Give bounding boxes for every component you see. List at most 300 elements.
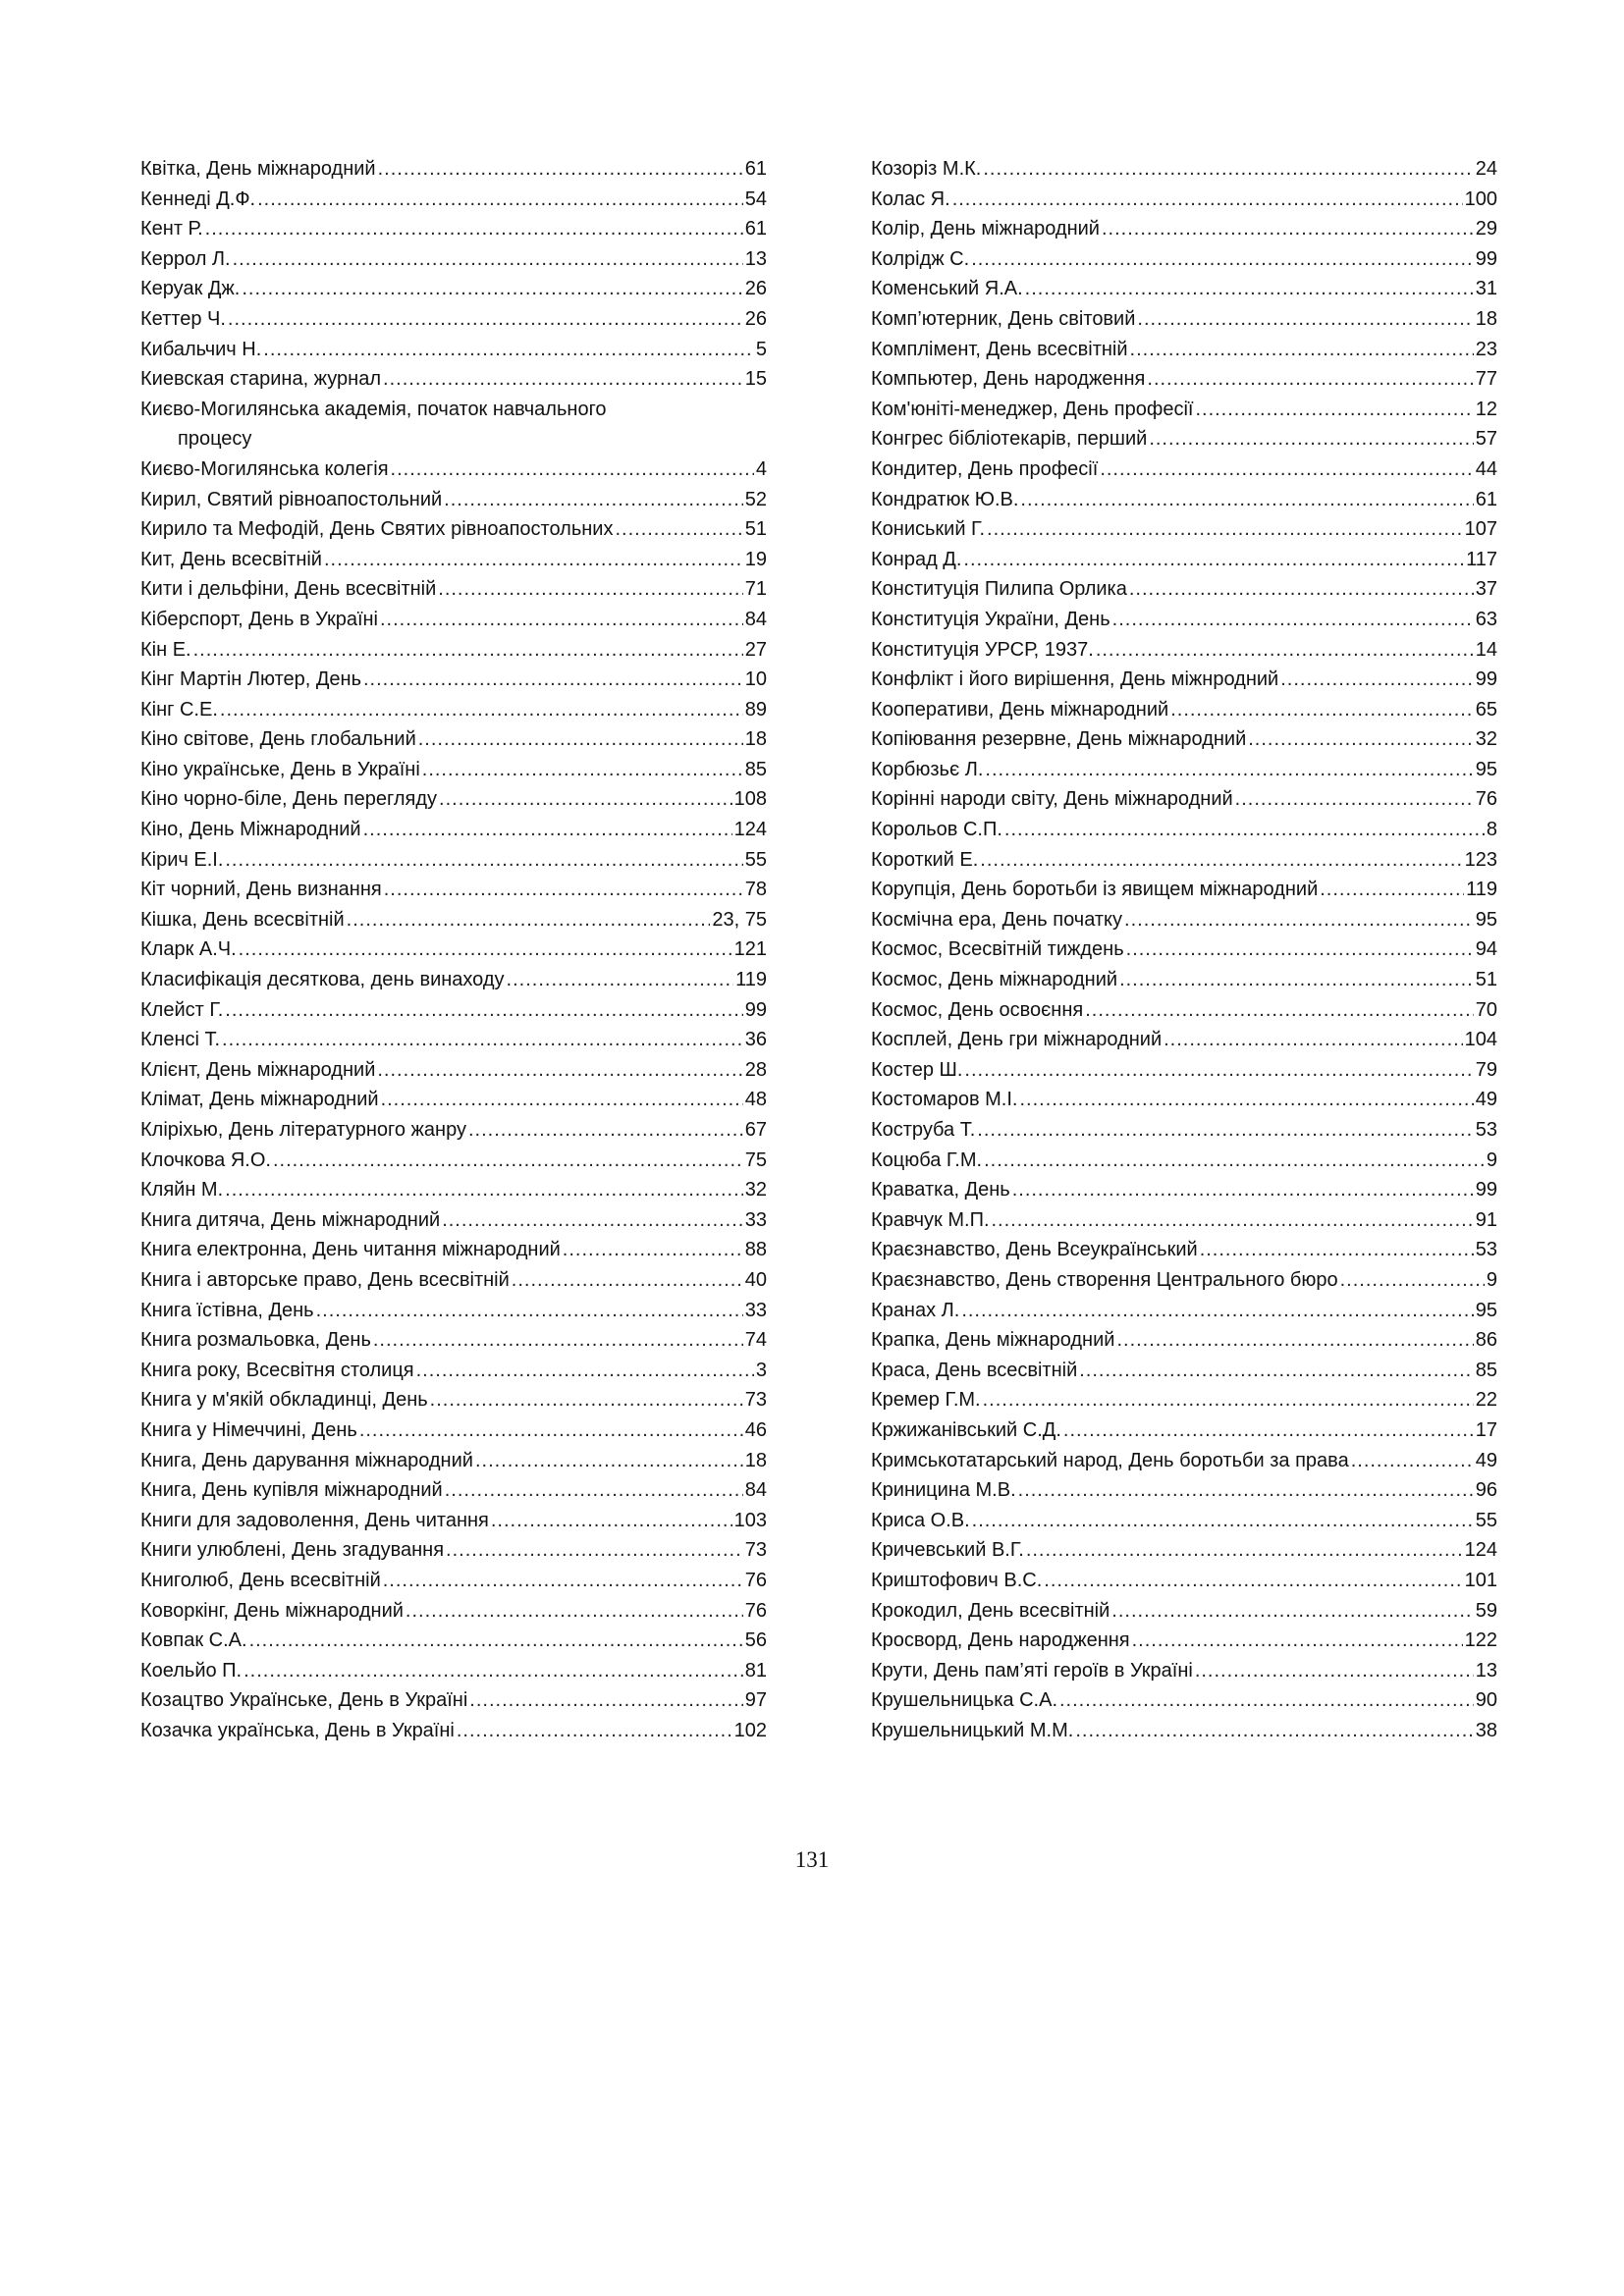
index-entry-page: 56 (744, 1629, 767, 1652)
index-entry-name: Комп’ютерник, День світовий (871, 307, 1136, 330)
index-entry-name: Космос, День міжнародний (871, 969, 1118, 991)
dot-leader (1129, 574, 1474, 605)
dot-leader (422, 755, 743, 785)
index-entry (140, 755, 767, 785)
index-entry-name: Кінг С.Е. (140, 698, 218, 721)
dot-leader (1124, 905, 1474, 935)
index-entry (871, 1296, 1497, 1326)
dot-leader (1119, 965, 1474, 995)
index-entry-page: 19 (744, 548, 767, 570)
dot-leader (1100, 454, 1473, 485)
index-entry-page: 9 (1486, 1148, 1497, 1171)
index-entry-name: Конгрес бібліотекарів, перший (871, 428, 1148, 451)
index-entry (140, 1566, 767, 1596)
dot-leader (1102, 214, 1474, 244)
index-entry (140, 1115, 767, 1146)
index-entry-page: 121 (733, 938, 767, 961)
dot-leader (1079, 1356, 1474, 1386)
index-entry-name: Кржижанівський С.Д. (871, 1418, 1061, 1441)
dot-leader (383, 364, 743, 395)
index-entry (871, 965, 1497, 995)
index-entry (871, 1446, 1497, 1476)
dot-leader (961, 1296, 1473, 1326)
dot-leader (446, 1535, 743, 1566)
index-entry (140, 784, 767, 815)
index-entry-name: Козоріз М.К. (871, 158, 982, 180)
index-entry-page: 84 (744, 608, 767, 630)
index-entry-name: Копіювання резервне, День міжнародний (871, 728, 1247, 751)
index-entry-page: 107 (1464, 518, 1497, 541)
index-entry-page: 73 (744, 1539, 767, 1562)
index-entry (871, 665, 1497, 695)
dot-leader (475, 1446, 743, 1476)
index-entry-page: 23 (1475, 338, 1497, 360)
index-entry-page: 24 (1475, 158, 1497, 180)
index-entry (140, 335, 767, 365)
index-entry (140, 364, 767, 395)
index-entry-name: Кондитер, День професії (871, 457, 1099, 480)
index-entry (871, 905, 1497, 935)
index-entry-page: 46 (744, 1418, 767, 1441)
dot-leader (378, 154, 743, 185)
index-entry-name: Корольов С.П. (871, 819, 1002, 841)
index-entry-name: Козацтво Українське, День в Україні (140, 1689, 468, 1712)
index-entry-name: Кити і дельфіни, День всесвітній (140, 578, 437, 601)
index-entry-name: Коструба Т. (871, 1119, 976, 1141)
index-entry (871, 815, 1497, 845)
dot-leader (225, 1175, 743, 1205)
index-entry (871, 635, 1497, 666)
index-entry-name: Коельйо П. (140, 1659, 243, 1682)
index-entry-name: Кіно, День Міжнародний (140, 819, 361, 841)
index-entry-name: Книга, День купівля міжнародний (140, 1479, 443, 1502)
index-entry (140, 574, 767, 605)
index-entry (871, 214, 1497, 244)
index-entry (871, 875, 1497, 905)
index-entry-page: 17 (1475, 1418, 1497, 1441)
index-entry-name: Книги для задоволення, День читання (140, 1509, 489, 1531)
index-entry (140, 1296, 767, 1326)
index-entry-name: Колір, День міжнародний (871, 218, 1100, 240)
dot-leader (381, 1085, 743, 1115)
dot-leader (1026, 1535, 1463, 1566)
dot-leader (983, 1385, 1474, 1415)
index-entry (871, 695, 1497, 725)
index-entry-page: 26 (744, 278, 767, 300)
index-entry-name-continued: процесу (178, 428, 252, 451)
index-entry (871, 1596, 1497, 1627)
index-entry-page: 76 (1475, 788, 1497, 811)
index-entry (140, 514, 767, 545)
index-entry (140, 1626, 767, 1656)
index-entry-name: Керуак Дж. (140, 278, 241, 300)
index-entry (140, 1535, 767, 1566)
dot-leader (1012, 1175, 1474, 1205)
index-entry-name: Книга року, Всесвітня столиця (140, 1359, 414, 1381)
index-entry-name: Крути, День пам’яті героїв в Україні (871, 1659, 1193, 1682)
index-entry (140, 934, 767, 965)
index-entry-page: 59 (1475, 1599, 1497, 1622)
index-entry (140, 665, 767, 695)
dot-leader (1149, 424, 1473, 454)
index-entry-name: Клієнт, День міжнародний (140, 1058, 376, 1081)
dot-leader (987, 514, 1463, 545)
index-entry-name: Керрол Л. (140, 247, 231, 270)
dot-leader (1019, 1085, 1473, 1115)
dot-leader (316, 1296, 743, 1326)
index-entry-name: Києво-Могилянська академія, початок навчального (140, 398, 607, 420)
index-entry (140, 304, 767, 335)
index-entry (140, 1235, 767, 1265)
index-entry-page: 4 (755, 457, 767, 480)
index-entry (871, 574, 1497, 605)
index-entry-name: Конституція України, День (871, 608, 1110, 630)
index-entry-page: 65 (1475, 698, 1497, 721)
index-entry-name: Книга їстівна, День (140, 1299, 314, 1321)
index-entry-page: 101 (1464, 1569, 1497, 1591)
index-entry-name: Крушельницька С.А. (871, 1689, 1057, 1712)
index-entry-name: Краватка, День (871, 1179, 1010, 1201)
index-entry-page: 97 (744, 1689, 767, 1712)
index-entry (871, 1146, 1497, 1176)
index-entry (871, 545, 1497, 575)
index-entry-name: Кондратюк Ю.В. (871, 488, 1019, 510)
index-entry-name: Коменський Я.А. (871, 278, 1023, 300)
index-entry-page: 9 (1486, 1268, 1497, 1291)
index-entry (140, 1415, 767, 1446)
index-entry-page: 22 (1475, 1389, 1497, 1412)
index-entry-page: 90 (1475, 1689, 1497, 1712)
index-entry-name: Кіт чорний, День визнання (140, 879, 382, 901)
index-entry-page: 3 (755, 1359, 767, 1381)
index-entry-name: Корінні народи світу, День міжнародний (871, 788, 1233, 811)
dot-leader (563, 1235, 743, 1265)
dot-leader (257, 185, 743, 215)
index-entry-name: Кеннеді Д.Ф. (140, 187, 256, 210)
dot-leader (1147, 364, 1473, 395)
index-entry-name: Корбюзьє Л. (871, 758, 984, 780)
index-entry-name: Краєзнавство, День Всеукраїнський (871, 1239, 1198, 1261)
index-entry-name: Кониський Г. (871, 518, 986, 541)
dot-leader (225, 995, 742, 1026)
index-entry-page: 44 (1475, 457, 1497, 480)
dot-leader (418, 724, 743, 755)
index-entry-name: Кінг Мартін Лютер, День (140, 668, 361, 691)
index-column-right (871, 154, 1497, 1745)
index-entry (871, 1055, 1497, 1086)
index-entry-page: 18 (1475, 307, 1497, 330)
index-entry (871, 395, 1497, 425)
index-entry (871, 514, 1497, 545)
index-entry-page: 78 (744, 879, 767, 901)
dot-leader (615, 514, 742, 545)
index-entry-name: Криницина М.В. (871, 1479, 1016, 1502)
index-entry-name: Кримськотатарський народ, День боротьби за права (871, 1449, 1349, 1471)
index-entry (871, 244, 1497, 275)
index-entry-name: Криса О.В. (871, 1509, 970, 1531)
index-column-left (140, 154, 767, 1745)
dot-leader (1320, 875, 1464, 905)
index-entry-page: 100 (1464, 187, 1497, 210)
index-entry (140, 274, 767, 304)
index-entry (871, 724, 1497, 755)
index-entry-page: 102 (733, 1719, 767, 1741)
index-entry (871, 335, 1497, 365)
index-entry-page: 85 (1475, 1359, 1497, 1381)
index-entry-name: Космічна ера, День початку (871, 908, 1123, 931)
index-entry (140, 454, 767, 485)
dot-leader (457, 1716, 732, 1746)
index-entry (140, 965, 767, 995)
index-entry-page: 54 (744, 187, 767, 210)
dot-leader (972, 1506, 1474, 1536)
dot-leader (1351, 1446, 1474, 1476)
index-entry-name: Клейст Г. (140, 998, 224, 1021)
index-entry-name: Книга дитяча, День міжнародний (140, 1208, 441, 1231)
index-entry-page: 52 (744, 488, 767, 510)
index-entry-name: Кравчук М.П. (871, 1208, 990, 1231)
index-entry (871, 1385, 1497, 1415)
index-entry-page: 49 (1475, 1089, 1497, 1111)
index-entry (871, 934, 1497, 965)
index-entry-name: Кіно українське, День в Україні (140, 758, 420, 780)
index-entry-name: Кішка, День всесвітній (140, 908, 345, 931)
index-entry-page: 91 (1475, 1208, 1497, 1231)
index-entry-page: 119 (1466, 879, 1497, 901)
index-entry (140, 845, 767, 876)
index-entry (140, 1685, 767, 1716)
dot-leader (1020, 485, 1473, 515)
index-entry-page: 57 (1475, 428, 1497, 451)
index-entry-page: 55 (744, 848, 767, 871)
index-entry-page: 104 (1464, 1029, 1497, 1051)
index-entry-name: Комплімент, День всесвітній (871, 338, 1128, 360)
index-entry-page: 61 (744, 158, 767, 180)
index-entry-name: Конституція УРСР, 1937. (871, 638, 1094, 661)
index-entry-page: 14 (1475, 638, 1497, 661)
index-entry (871, 1656, 1497, 1686)
index-entry-page: 8 (1486, 819, 1497, 841)
index-entry (871, 1085, 1497, 1115)
dot-leader (507, 965, 734, 995)
index-entry-name: Книга розмальовка, День (140, 1329, 371, 1352)
dot-leader (1170, 695, 1474, 725)
index-entry-page: 76 (744, 1599, 767, 1622)
index-entry-name: Кит, День всесвітній (140, 548, 322, 570)
index-entry (871, 995, 1497, 1026)
index-entry-name: Костер Ш. (871, 1058, 963, 1081)
dot-leader (444, 485, 743, 515)
dot-leader (491, 1506, 732, 1536)
dot-leader (1111, 1596, 1473, 1627)
index-entry-name: Кремер Г.М. (871, 1389, 981, 1412)
index-entry (871, 1265, 1497, 1296)
dot-leader (964, 1055, 1473, 1086)
index-entry (140, 1025, 767, 1055)
dot-leader (952, 185, 1463, 215)
dot-leader (1164, 1025, 1463, 1055)
dot-leader (980, 845, 1462, 876)
dot-leader (1018, 1475, 1474, 1506)
index-entry-page: 85 (744, 758, 767, 780)
index-entry (871, 304, 1497, 335)
index-entry-name: Квітка, День міжнародний (140, 158, 376, 180)
index-entry-name: Книга, День дарування міжнародний (140, 1449, 473, 1471)
dot-leader (1063, 1415, 1474, 1446)
index-entry-page: 37 (1475, 578, 1497, 601)
dot-leader (963, 545, 1464, 575)
index-entry-page: 117 (1466, 548, 1497, 570)
index-entry-page: 40 (744, 1268, 767, 1291)
index-entry (871, 485, 1497, 515)
dot-leader (1248, 724, 1474, 755)
index-entry (871, 1325, 1497, 1356)
index-entry-page: 99 (744, 998, 767, 1021)
index-entry (871, 185, 1497, 215)
index-entry-page: 75 (744, 1148, 767, 1171)
index-entry-name: Класифікація десяткова, день винаходу (140, 969, 505, 991)
dot-leader (985, 755, 1473, 785)
index-entry-page: 124 (1464, 1539, 1497, 1562)
index-entry-name: Книга і авторське право, День всесвітній (140, 1268, 510, 1291)
dot-leader (220, 695, 743, 725)
dot-leader (383, 1566, 743, 1596)
dot-leader (1075, 1716, 1473, 1746)
index-entry (140, 1175, 767, 1205)
dot-leader (242, 274, 742, 304)
index-entry-name: Києво-Могилянська колегія (140, 457, 389, 480)
index-entry-name: Кросворд, День народження (871, 1629, 1130, 1652)
index-entry (140, 1446, 767, 1476)
index-entry (140, 1146, 767, 1176)
index-entry-name: Колас Я. (871, 187, 950, 210)
index-entry-page: 18 (744, 728, 767, 751)
index-entry-page: 77 (1475, 368, 1497, 391)
index-entry (871, 605, 1497, 635)
index-entry (871, 845, 1497, 876)
index-entry-name: Книголюб, День всесвітній (140, 1569, 381, 1591)
dot-leader (438, 574, 742, 605)
index-entry-page: 27 (744, 638, 767, 661)
index-entry-name: Кооперативи, День міжнародний (871, 698, 1169, 721)
index-entry-name: Крокодил, День всесвітній (871, 1599, 1110, 1622)
dot-leader (977, 1115, 1473, 1146)
dot-leader (225, 845, 742, 876)
dot-leader (1200, 1235, 1474, 1265)
index-entry-page: 63 (1475, 608, 1497, 630)
index-entry (140, 545, 767, 575)
index-entry (140, 1055, 767, 1086)
index-entry-name: Конституція Пилипа Орлика (871, 578, 1127, 601)
index-entry (140, 1385, 767, 1415)
index-entry-name: Космос, Всесвітній тиждень (871, 938, 1124, 961)
index-entry (140, 1205, 767, 1236)
index-entry-page: 31 (1475, 278, 1497, 300)
dot-leader (439, 784, 732, 815)
index-entry (871, 1415, 1497, 1446)
index-entry-name: Косплей, День гри міжнародний (871, 1029, 1163, 1051)
index-entry-page: 73 (744, 1389, 767, 1412)
dot-leader (384, 875, 743, 905)
index-entry-page: 71 (744, 578, 767, 601)
dot-leader (222, 1025, 743, 1055)
index-entry-page: 61 (744, 218, 767, 240)
dot-leader (1096, 635, 1474, 666)
dot-leader (1116, 1325, 1473, 1356)
index-entry-name: Кранах Л. (871, 1299, 960, 1321)
index-entry-page: 55 (1475, 1509, 1497, 1531)
index-entry-name: Ковпак С.А. (140, 1629, 247, 1652)
index-entry-name: Кричевський В.Г. (871, 1539, 1024, 1562)
index-entry-page: 15 (744, 368, 767, 391)
dot-leader (363, 665, 743, 695)
index-entry (140, 244, 767, 275)
index-entry-page: 49 (1475, 1449, 1497, 1471)
index-entry-page: 84 (744, 1479, 767, 1502)
dot-leader (324, 545, 743, 575)
index-entry-name: Кін Е. (140, 638, 191, 661)
index-entry-page: 10 (744, 668, 767, 691)
index-entry-page: 33 (744, 1299, 767, 1321)
index-entry-page: 13 (744, 247, 767, 270)
index-entry-name: Крапка, День міжнародний (871, 1329, 1115, 1352)
index-entry (871, 1535, 1497, 1566)
index-entry-page: 70 (1475, 998, 1497, 1021)
index-entry-page: 88 (744, 1239, 767, 1261)
dot-leader (244, 1656, 743, 1686)
index-entry-page: 99 (1475, 1179, 1497, 1201)
dot-leader (380, 605, 743, 635)
dot-leader (1004, 815, 1485, 845)
index-entry-name: Короткий Е. (871, 848, 979, 871)
index-entry-page: 32 (744, 1179, 767, 1201)
index-entry-page: 79 (1475, 1058, 1497, 1081)
index-entry (140, 875, 767, 905)
index-entry-page: 94 (1475, 938, 1497, 961)
dot-leader (430, 1385, 743, 1415)
index-entry (871, 154, 1497, 185)
index-entry-page: 61 (1475, 488, 1497, 510)
dot-leader (193, 635, 743, 666)
dot-leader (992, 1205, 1474, 1236)
index-entry-page: 95 (1475, 1299, 1497, 1321)
dot-leader (469, 1685, 742, 1716)
dot-leader (1126, 934, 1474, 965)
index-entry-page: 18 (744, 1449, 767, 1471)
index-entry (140, 1356, 767, 1386)
index-entry-page: 89 (744, 698, 767, 721)
index-entry-page: 124 (733, 819, 767, 841)
index-entry (140, 605, 767, 635)
dot-leader (391, 454, 754, 485)
index-entry-name: Крушельницький М.М. (871, 1719, 1074, 1741)
index-entry-name: Киевская старина, журнал (140, 368, 382, 391)
index-entry (140, 1325, 767, 1356)
index-entry (871, 274, 1497, 304)
index-entry-name: Книги улюблені, День згадування (140, 1539, 445, 1562)
index-entry-name: Краєзнавство, День створення Центрального бюро (871, 1268, 1338, 1291)
index-entry-page: 38 (1475, 1719, 1497, 1741)
index-entry (871, 424, 1497, 454)
index-entry-name: Краса, День всесвітній (871, 1359, 1078, 1381)
index-entry-page: 103 (733, 1509, 767, 1531)
index-entry (871, 1205, 1497, 1236)
index-entry (140, 724, 767, 755)
index-entry (140, 815, 767, 845)
dot-leader (445, 1475, 743, 1506)
index-entry (140, 1265, 767, 1296)
index-entry-page: 53 (1475, 1239, 1497, 1261)
